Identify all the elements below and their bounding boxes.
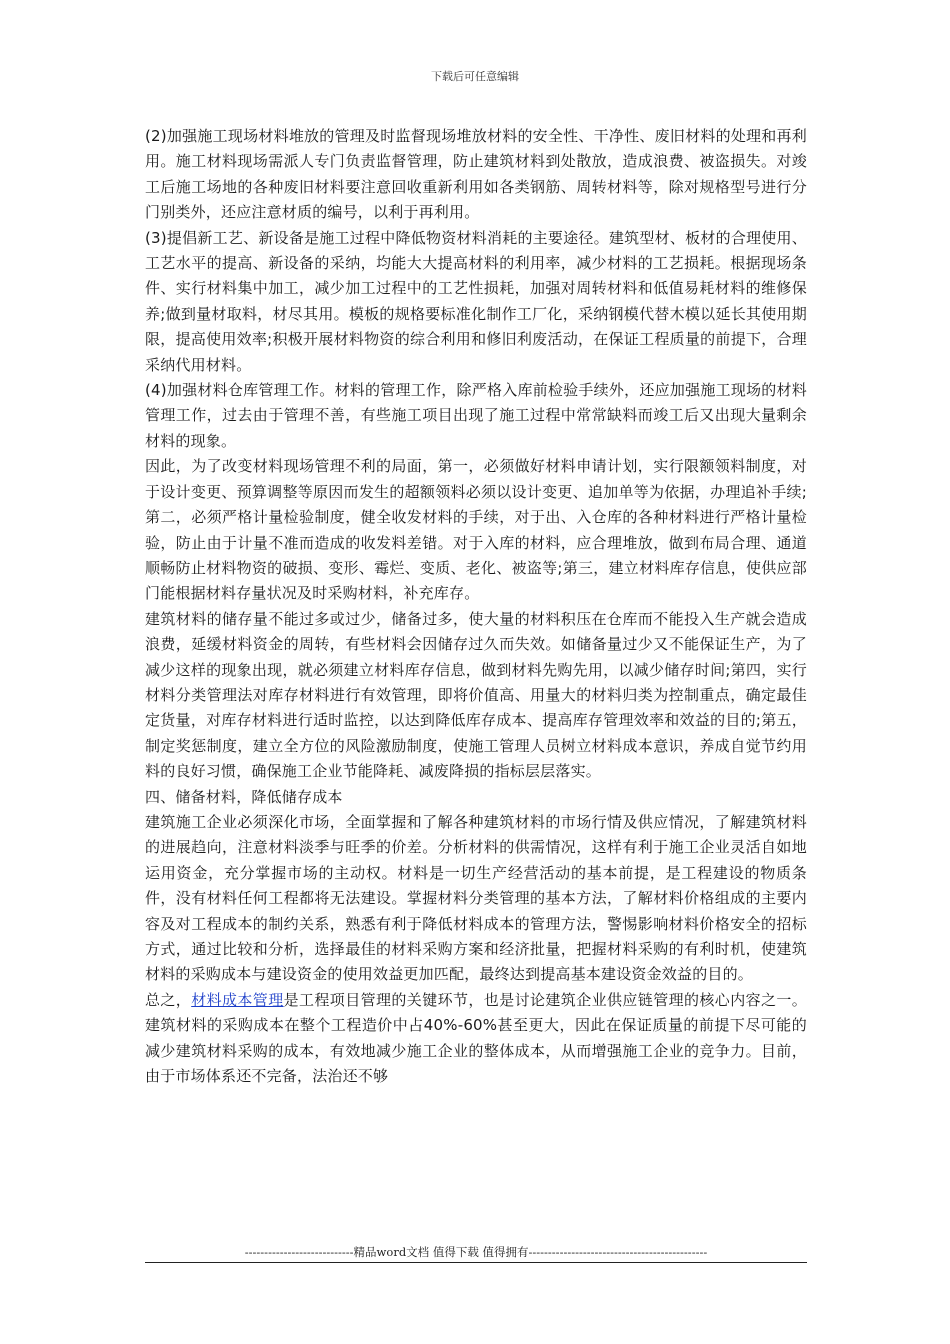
paragraph-2: (2)加强施工现场材料堆放的管理及时监督现场堆放材料的安全性、干净性、废旧材料的处理和再利用。施工材料现场需派人专门负责监督管理，防止建筑材料到处散放，造成浪费、被盗损失。对竣工后施工场地的各种废旧材料要注意回收重新利用如各类钢筋、周转材料等，除对规格型号进行分门别类外，还应注意材质的编号，以利于再利用。 [145,127,807,222]
conclusion-prefix: 总之， [145,990,192,1009]
page-footer: ----------------------------精品word文档 值得下载 值得拥有---------------------------------------------- [244,1245,708,1259]
conclusion-text: 是工程项目管理的关键环节，也是讨论建筑企业供应链管理的核心内容之一。建筑材料的采购成本在整个工程造价中占40%-60%甚至更大，因此在保证质量的前提下尽可能的减少建筑材料采购的成本，有效地减少施工企业的整体成本，从而增强施工企业的竞争力。目前，由于市场体系还不完备，法治还不够 [145,990,807,1086]
material-cost-management-link[interactable]: 材料成本管理 [191,990,284,1009]
paragraph-market: 建筑施工企业必须深化市场，全面掌握和了解各种建筑材料的市场行情及供应情况，了解建筑材料的进展趋向，注意材料淡季与旺季的价差。分析材料的供需情况，这样有利于施工企业灵活自如地运用资金，充分掌握市场的主动权。材料是一切生产经营活动的基本前提，是工程建设的物质条件，没有材料任何工程都将无法建设。掌握材料分类管理的基本方法，了解材料价格组成的主要内容及对工程成本的制约关系，熟悉有利于降低材料成本的管理方法，警惕影响材料价格安全的招标方式，通过比较和分析，选择最佳的材料采购方案和经济批量，把握材料采购的有利时机，使建筑材料的采购成本与建设资金的使用效益更加匹配，最终达到提高基本建设资金效益的目的。 [145,812,807,984]
paragraph-conclusion [145,988,807,1090]
paragraph-4: (4)加强材料仓库管理工作。材料的管理工作，除严格入库前检验手续外，还应加强施工现场的材料管理工作，过去由于管理不善，有些施工项目出现了施工过程中常常缺料而竣工后又出现大量剩余材料的现象。 [145,381,807,450]
page-header: 下载后可任意编辑 [431,70,519,83]
section-heading-4: 四、储备材料，降低储存成本 [145,787,343,806]
document-body [145,124,807,1089]
paragraph-therefore: 因此，为了改变材料现场管理不利的局面，第一，必须做好材料申请计划，实行限额领料制度，对于设计变更、预算调整等原因而发生的超额领料必须以设计变更、追加单等为依据，办理追补手续;第二，必须严格计量检验制度，健全收发材料的手续，对于出、入仓库的各种材料进行严格计量检验，防止由于计量不准而造成的收发料差错。对于入库的材料，应合理堆放，做到布局合理、通道顺畅防止材料物资的破损、变形、霉烂、变质、老化、被盗等;第三，建立材料库存信息，使供应部门能根据材料存量状况及时采购材料，补充库存。 [145,457,807,603]
paragraph-storage: 建筑材料的储存量不能过多或过少，储备过多，使大量的材料积压在仓库而不能投入生产就会造成浪费，延缓材料资金的周转，有些材料会因储存过久而失效。如储备量过少又不能保证生产，为了减少这样的现象出现，就必须建立材料库存信息，做到材料先购先用，以减少储存时间;第四，实行材料分类管理法对库存材料进行有效管理，即将价值高、用量大的材料归类为控制重点，确定最佳定货量，对库存材料进行适时监控，以达到降低库存成本、提高库存管理效率和效益的目的;第五，制定奖惩制度，建立全方位的风险激励制度，使施工管理人员树立材料成本意识，养成自觉节约用料的良好习惯，确保施工企业节能降耗、减废降损的指标层层落实。 [145,609,807,781]
footer-divider [145,1262,807,1263]
paragraph-3: (3)提倡新工艺、新设备是施工过程中降低物资材料消耗的主要途径。建筑型材、板材的合理使用、工艺水平的提高、新设备的采纳，均能大大提高材料的利用率，减少材料的工艺损耗。根据现场条件、实行材料集中加工，减少加工过程中的工艺性损耗，加强对周转材料和低值易耗材料的维修保养;做到量材取料，材尽其用。模板的规格要标准化制作工厂化，采纳钢模代替木模以延长其使用期限，提高使用效率;积极开展材料物资的综合利用和修旧利废活动，在保证工程质量的前提下，合理采纳代用材料。 [145,228,807,374]
